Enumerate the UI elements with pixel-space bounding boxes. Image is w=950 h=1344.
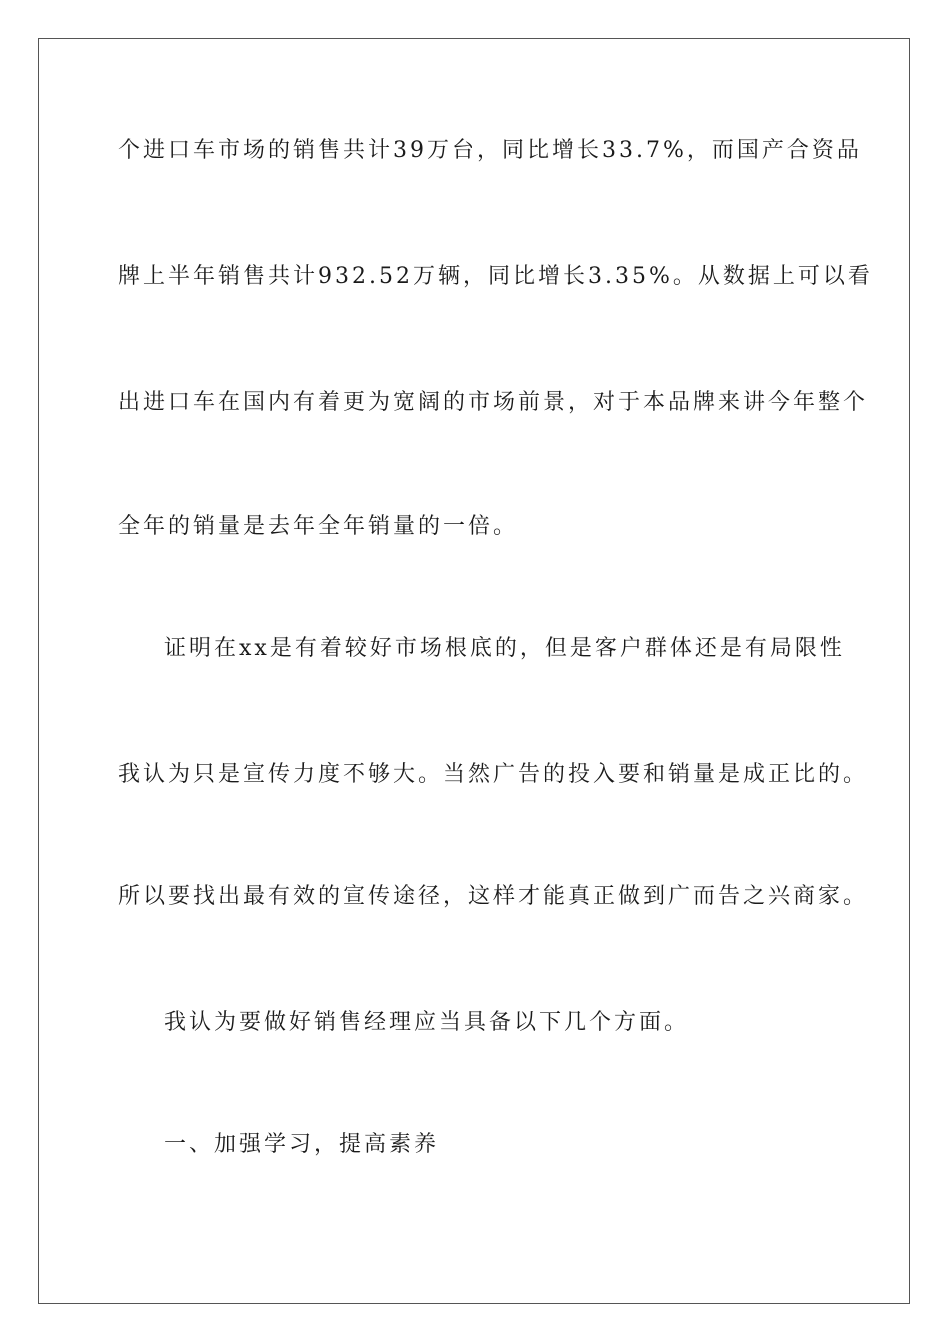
paragraph-line: 出进口车在国内有着更为宽阔的市场前景，对于本品牌来讲今年整个: [118, 390, 869, 415]
paragraph-line: 我认为要做好销售经理应当具备以下几个方面。: [164, 1010, 690, 1035]
paragraph-line: 证明在xx是有着较好市场根底的，但是客户群体还是有局限性: [164, 636, 845, 661]
paragraph-line: 所以要找出最有效的宣传途径，这样才能真正做到广而告之兴商家。: [118, 884, 869, 909]
paragraph-line: 我认为只是宣传力度不够大。当然广告的投入要和销量是成正比的。: [118, 762, 869, 787]
page-border: [38, 38, 910, 1304]
paragraph-line: 全年的销量是去年全年销量的一倍。: [118, 514, 519, 539]
paragraph-line: 牌上半年销售共计932.52万辆，同比增长3.35%。从数据上可以看: [118, 264, 873, 289]
section-heading: 一、加强学习，提高素养: [164, 1132, 440, 1157]
paragraph-line: 个进口车市场的销售共计39万台，同比增长33.7%，而国产合资品: [118, 138, 862, 163]
